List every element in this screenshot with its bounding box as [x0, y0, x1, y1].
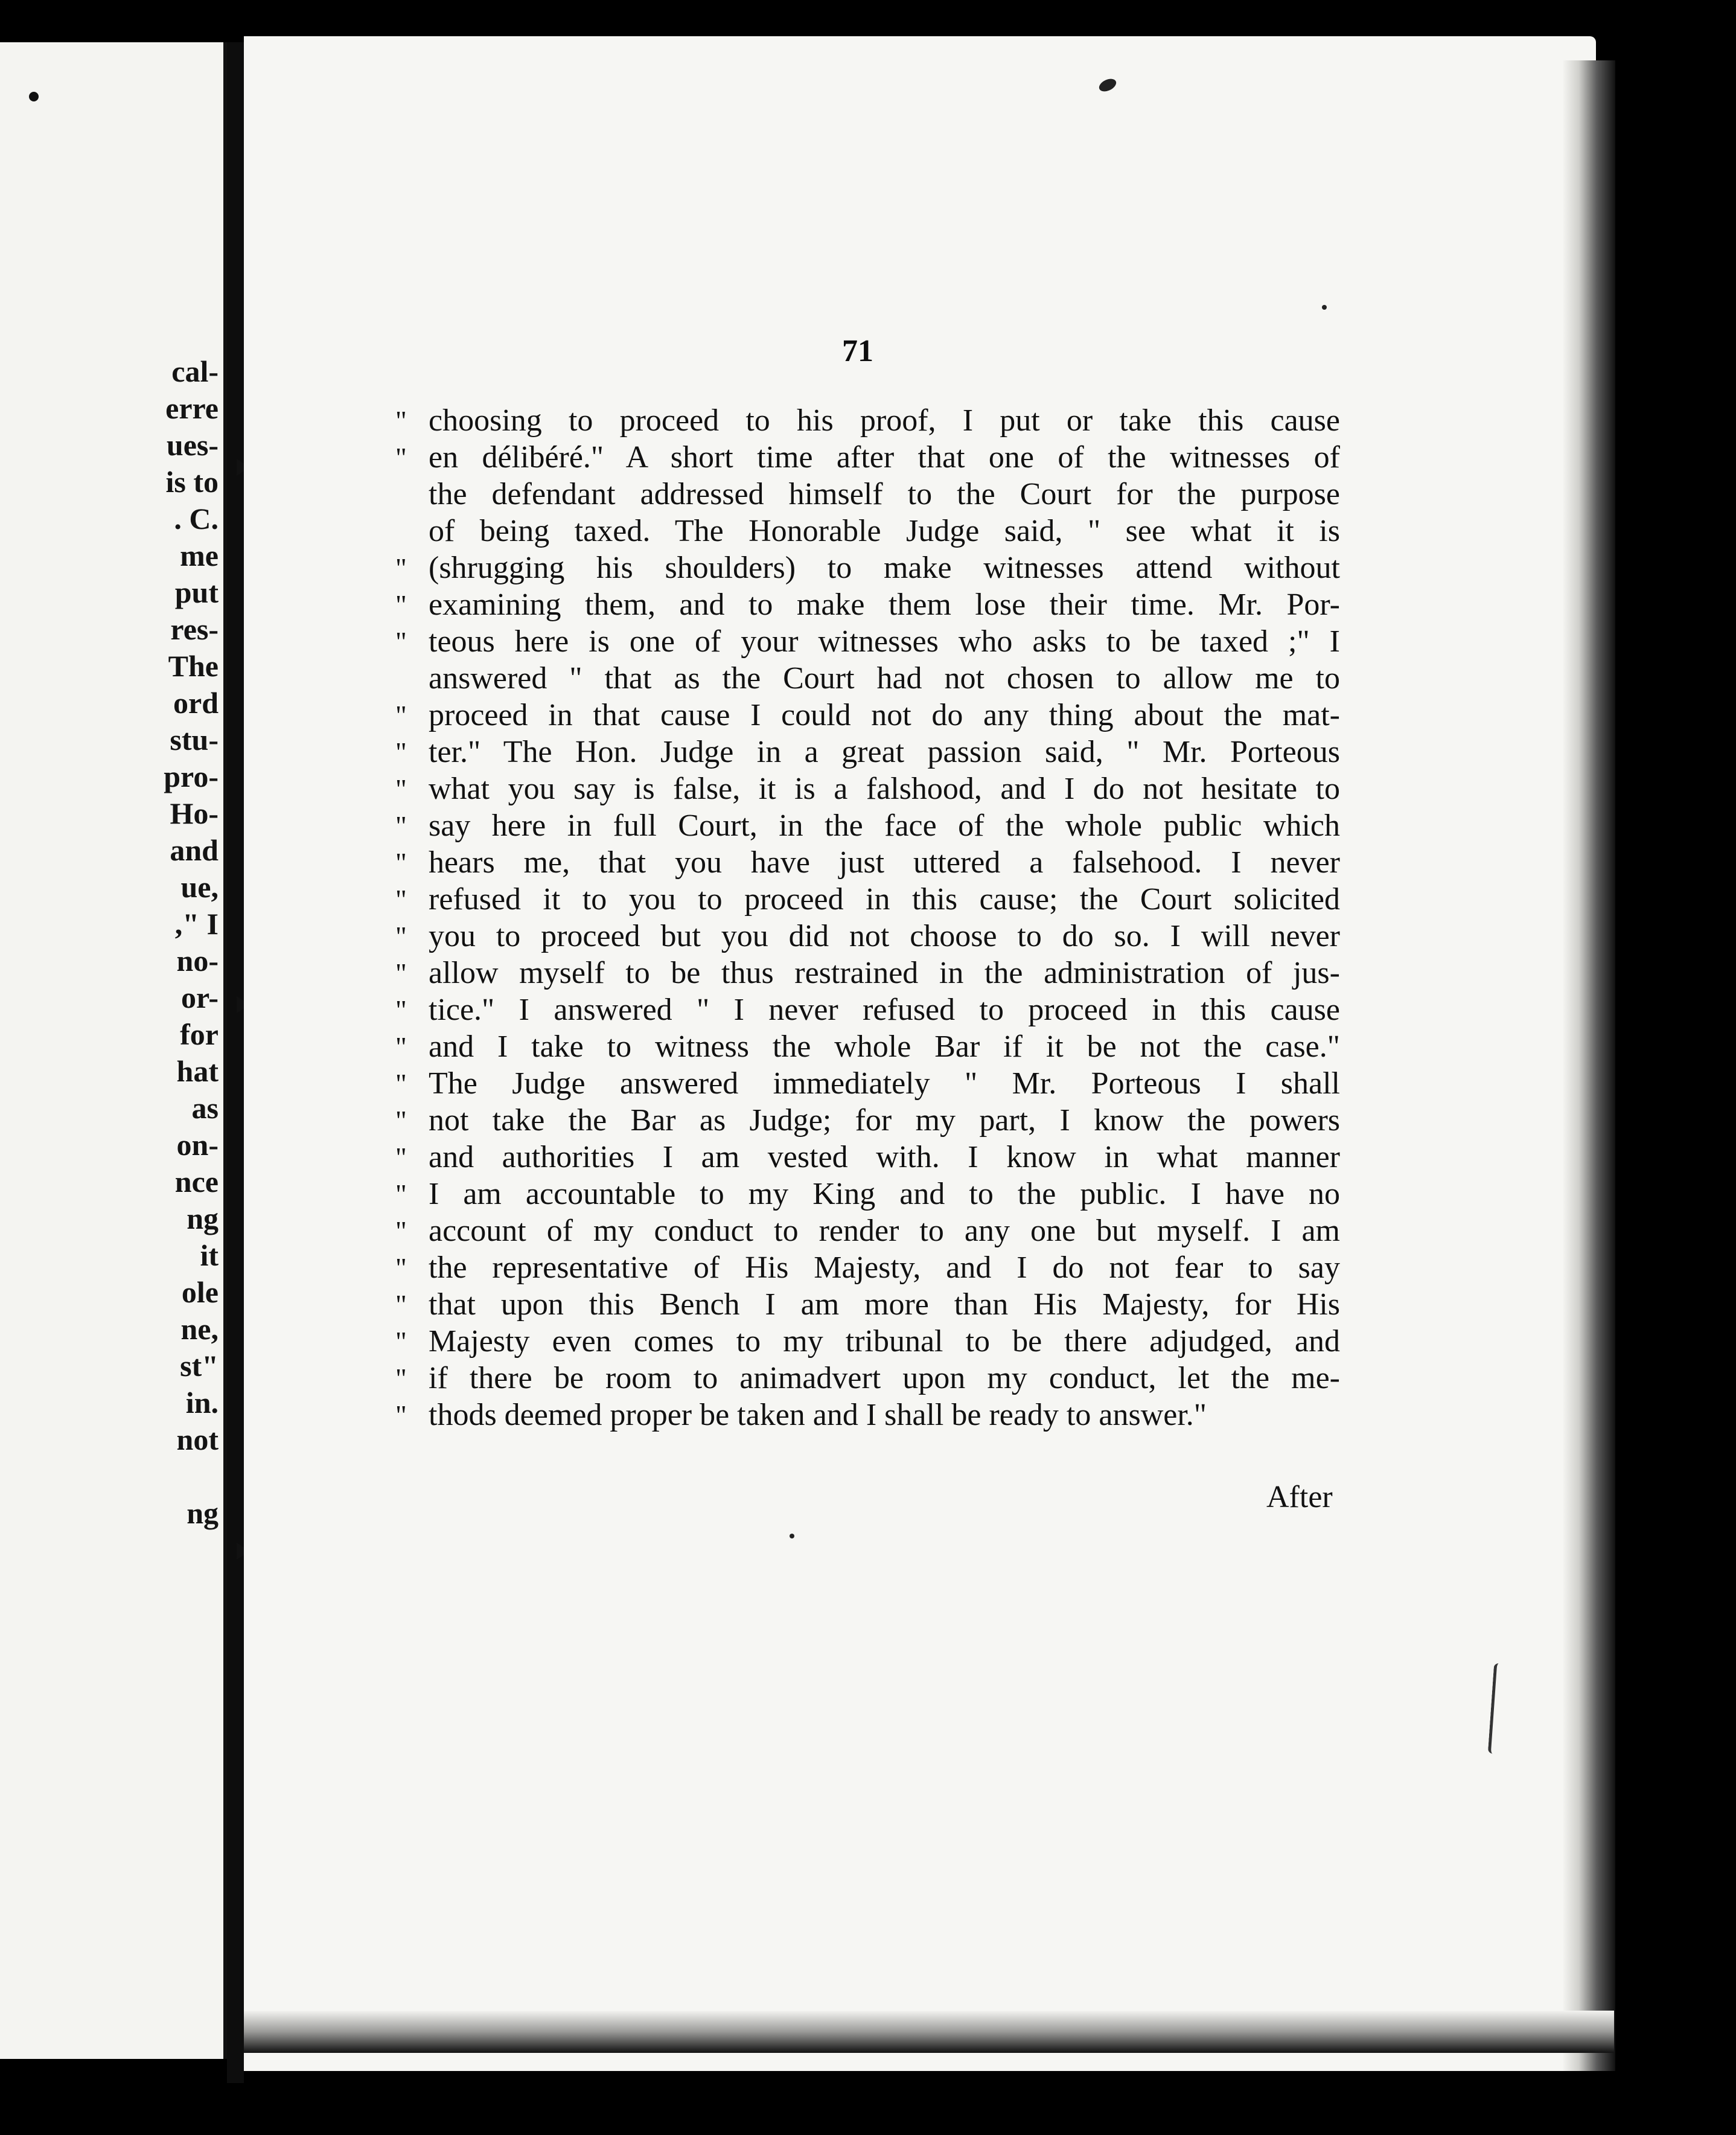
text-line: of being taxed. The Honorable Judge said, " see what it is [429, 514, 1340, 548]
left-page-fragment: pro- [164, 760, 219, 793]
quote-mark [395, 513, 429, 549]
quote-mark: " [395, 1031, 407, 1062]
ink-speck [790, 1534, 794, 1538]
text-line: tice." I answered " I never refused to proceed in this cause [429, 993, 1340, 1027]
quote-mark: " [395, 1363, 407, 1394]
page-edge-right [1563, 60, 1615, 2071]
left-page-fragment: . C. [174, 502, 219, 536]
left-page-fragment: ue, [180, 870, 219, 904]
catchword: After [1266, 1480, 1333, 1514]
quote-mark: " [395, 1105, 407, 1136]
text-line: choosing to proceed to his proof, I put or take this cause [429, 403, 1340, 438]
text-line: answered " that as the Court had not chosen to allow me to [429, 661, 1340, 696]
text-line: say here in full Court, in the face of the whole public which [429, 808, 1340, 843]
quote-mark: " [395, 552, 407, 583]
left-page-fragment: ole [181, 1275, 219, 1309]
quote-mark: " [395, 994, 407, 1025]
quote-mark: " [395, 442, 407, 473]
text-line: the representative of His Majesty, and I do not fear to say [429, 1250, 1340, 1285]
left-page-fragment: ," I [174, 907, 219, 941]
left-page-fragment: ne, [180, 1312, 219, 1346]
left-page-fragment: Ho- [170, 796, 219, 830]
quote-mark: " [395, 589, 407, 620]
left-page-fragment: on- [176, 1128, 219, 1162]
left-page-fragment: ng [187, 1496, 219, 1530]
text-line: teous here is one of your witnesses who asks to be taxed ;" I [429, 624, 1340, 659]
left-page-fragment: cal- [171, 354, 219, 388]
quote-mark: " [395, 921, 407, 952]
text-line: that upon this Bench I am more than His Majesty, for His [429, 1287, 1340, 1322]
left-page-fragment: stu- [170, 723, 219, 757]
ink-speck [1322, 305, 1327, 310]
text-line: proceed in that cause I could not do any thing about the mat- [429, 698, 1340, 732]
page-edge-bottom [244, 2011, 1614, 2053]
page-number: 71 [842, 334, 873, 368]
text-line: you to proceed but you did not choose to do so. I will never [429, 919, 1340, 953]
text-line: I am accountable to my King and to the public. I have no [429, 1177, 1340, 1211]
left-page-fragment: not [176, 1423, 219, 1456]
quote-mark: " [395, 847, 407, 878]
text-line: what you say is false, it is a falshood, and I do not hesitate to [429, 772, 1340, 806]
left-page-fragment: ues- [166, 428, 219, 462]
text-line: thods deemed proper be taken and I shall be ready to answer." [429, 1398, 1207, 1432]
text-line: Majesty even comes to my tribunal to be there adjudged, and [429, 1324, 1340, 1359]
left-page-fragment: is to [165, 465, 219, 499]
quote-mark: " [395, 958, 407, 988]
left-page-fragment: ng [187, 1202, 219, 1235]
left-page-fragment: erre [165, 391, 219, 425]
text-line: (shrugging his shoulders) to make witnesses attend without [429, 551, 1340, 585]
text-line: ter." The Hon. Judge in a great passion said, " Mr. Porteous [429, 735, 1340, 769]
left-page-fragment: res- [170, 612, 219, 646]
quote-mark: " [395, 1215, 407, 1246]
left-page-fragment: me [180, 539, 219, 572]
text-line: and authorities I am vested with. I know in what manner [429, 1140, 1340, 1174]
text-line: hears me, that you have just uttered a falsehood. I never [429, 845, 1340, 880]
quote-mark: " [395, 1289, 407, 1320]
quote-mark-column [395, 402, 429, 1433]
left-page-fragment: no- [176, 944, 219, 978]
text-line: the defendant addressed himself to the Court for the purpose [429, 477, 1340, 511]
left-facing-page [0, 42, 227, 2059]
quote-mark: " [395, 1142, 407, 1173]
quote-mark: " [395, 1179, 407, 1209]
text-line: The Judge answered immediately " Mr. Porteous I shall [429, 1066, 1340, 1101]
quote-mark [395, 476, 429, 513]
text-line: en délibéré." A short time after that one of the witnesses of [429, 440, 1340, 475]
left-page-fragment: in. [185, 1386, 219, 1420]
quote-mark: " [395, 1068, 407, 1099]
left-page-fragment: as [191, 1091, 219, 1125]
text-line: not take the Bar as Judge; for my part, I know the powers [429, 1103, 1340, 1138]
left-page-fragment: and [170, 833, 219, 867]
quote-mark: " [395, 700, 407, 731]
quote-mark: " [395, 884, 407, 915]
body-text [429, 402, 1340, 1433]
quote-mark: " [395, 1326, 407, 1357]
text-line: allow myself to be thus restrained in the administration of jus- [429, 956, 1340, 990]
left-page-fragment: st" [180, 1349, 219, 1383]
quote-mark: " [395, 737, 407, 767]
left-page-fragment: The [168, 649, 219, 683]
quote-mark: " [395, 773, 407, 804]
text-line: and I take to witness the whole Bar if it be not the case." [429, 1029, 1340, 1064]
text-line: examining them, and to make them lose their time. Mr. Por- [429, 587, 1340, 622]
left-page-fragment: hat [176, 1054, 219, 1088]
quote-mark [395, 660, 429, 697]
left-page-fragment: for [180, 1017, 219, 1051]
quote-mark: " [395, 405, 407, 436]
quote-mark: " [395, 1252, 407, 1283]
left-page-fragment: put [174, 575, 219, 609]
book-gutter [227, 42, 244, 2083]
ink-spot [29, 92, 39, 101]
left-page-fragment: it [200, 1238, 219, 1272]
left-page-fragment: nce [174, 1165, 219, 1199]
quote-mark: " [395, 626, 407, 657]
text-line: refused it to you to proceed in this cause; the Court solicited [429, 882, 1340, 917]
text-line: account of my conduct to render to any one but myself. I am [429, 1214, 1340, 1248]
text-line: if there be room to animadvert upon my conduct, let the me- [429, 1361, 1340, 1395]
left-page-fragment: ord [173, 686, 219, 720]
quote-mark: " [395, 810, 407, 841]
left-page-fragment: or- [181, 981, 219, 1014]
quote-mark: " [395, 1400, 407, 1430]
